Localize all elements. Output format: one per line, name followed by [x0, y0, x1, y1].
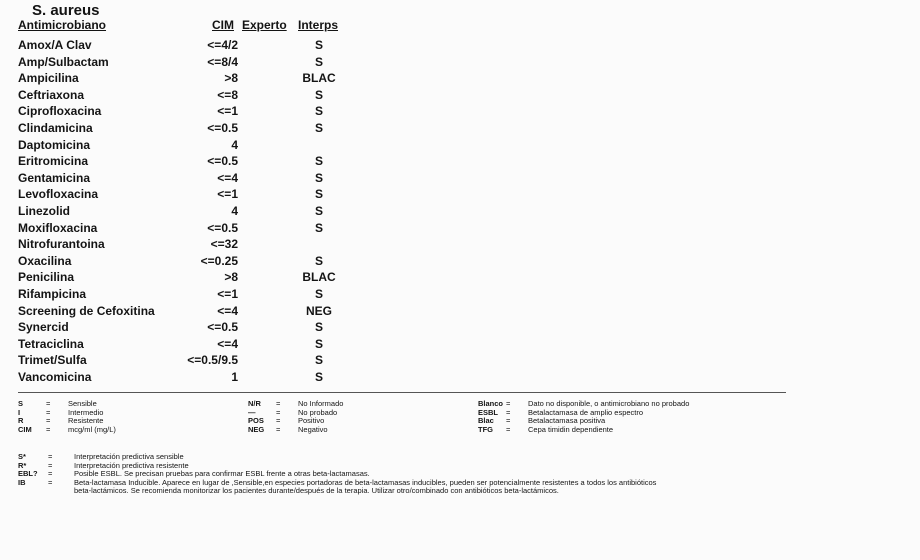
legend-desc: Betalactamasa de amplio espectro: [528, 407, 644, 417]
cim-value: <=0.5: [207, 154, 238, 169]
legend-desc: Interpretación predictiva resistente: [74, 460, 189, 470]
cim-value: <=4: [217, 170, 238, 185]
antimicrobial-name: Vancomicina: [18, 369, 92, 384]
table-row: [0, 319, 400, 336]
cim-value: <=8/4: [207, 54, 238, 69]
antimicrobial-name: Screening de Cefoxitina: [18, 303, 155, 318]
legend-desc: Intermedio: [68, 407, 104, 417]
cim-value: <=0.5: [207, 120, 238, 135]
antimicrobial-name: Eritromicina: [18, 154, 89, 169]
legend-desc: Betalactamasa positiva: [528, 416, 606, 426]
antimicrobial-name: Ciprofloxacina: [18, 104, 102, 119]
table-row: [0, 269, 400, 286]
table-row: [0, 352, 400, 369]
interp-value: S: [314, 286, 323, 301]
legend-abbr: TFG: [478, 424, 493, 434]
interp-value: S: [314, 203, 323, 218]
interp-value: S: [314, 38, 323, 52]
cim-value: <=1: [217, 104, 238, 119]
antimicrobial-name: Synercid: [18, 320, 69, 335]
legend-desc: Dato no disponible, o antimicrobiano no probado: [528, 399, 690, 408]
table-row: [0, 54, 400, 71]
legend-column-2: [248, 400, 343, 434]
table-row: [0, 37, 400, 54]
antimicrobial-name: Levofloxacina: [18, 187, 99, 202]
cim-value: <=4: [217, 336, 238, 351]
legend-separator: =: [276, 399, 281, 408]
cim-value: 4: [231, 203, 238, 218]
antimicrobial-name: Rifampicina: [18, 286, 87, 301]
cim-value: <=4/2: [207, 38, 238, 52]
table-row: [0, 170, 400, 187]
cim-value: <=0.5: [207, 320, 238, 335]
interp-value: S: [314, 320, 323, 335]
antimicrobial-name: Ceftriaxona: [18, 87, 85, 102]
legend-item: [18, 426, 116, 435]
legend-abbr: S*: [18, 452, 26, 461]
legend-column-1: [18, 400, 116, 434]
cim-value: <=0.5: [207, 220, 238, 235]
legend-abbr: NEG: [248, 424, 265, 434]
table-row: [0, 120, 400, 137]
legend-desc: No Informado: [298, 399, 344, 408]
legend-desc: Beta-lactamasa Inducible. Aparece en lugar de ,Sensible,en especies portadoras de beta-lactamasas inducibles, pueden ser potencialmente resistentes a todos los antibióticos: [74, 477, 657, 487]
legend-desc: No probado: [298, 407, 338, 417]
legend-desc: Sensible: [68, 399, 97, 408]
legend-separator: =: [46, 424, 51, 434]
table-row: [0, 220, 400, 237]
legend-separator: =: [46, 399, 51, 408]
cim-value: 4: [231, 137, 238, 152]
cim-value: <=8: [217, 87, 238, 102]
cim-value: <=0.5/9.5: [187, 353, 238, 368]
table-row: [0, 137, 400, 154]
interp-value: S: [314, 87, 323, 102]
legend-abbr: I: [18, 407, 21, 417]
header-expert: Experto: [242, 18, 287, 32]
legend-separator: =: [46, 416, 51, 426]
header-antimicrobial: Antimicrobiano: [18, 18, 107, 32]
legend-abbr: Blac: [478, 416, 494, 426]
legend-abbr: IB: [18, 477, 26, 487]
legend-column-3: [478, 400, 689, 434]
interp-value: BLAC: [302, 71, 336, 86]
table-row: [0, 70, 400, 87]
results-table: [0, 37, 400, 385]
cim-value: <=1: [217, 286, 238, 301]
antimicrobial-name: Moxifloxacina: [18, 220, 98, 235]
legend-desc: Posible ESBL. Se precisan pruebas para confirmar ESBL frente a otras beta-lactamasas.: [74, 469, 370, 479]
legend-desc: Positivo: [298, 416, 325, 426]
header-interp: Interps: [298, 18, 339, 32]
antimicrobial-name: Amp/Sulbactam: [18, 54, 109, 69]
antimicrobial-name: Nitrofurantoina: [18, 237, 105, 252]
divider: [18, 392, 786, 393]
legend-separator: =: [276, 424, 281, 434]
legend-desc: mcg/ml (mg/L): [68, 424, 116, 434]
interp-value: S: [314, 170, 323, 185]
table-row: [0, 236, 400, 253]
table-row: [0, 87, 400, 104]
antimicrobial-name: Gentamicina: [18, 170, 91, 185]
interp-value: S: [314, 54, 323, 69]
legend-separator: =: [48, 460, 53, 470]
cim-value: <=0.25: [200, 253, 238, 268]
interp-value: S: [314, 154, 323, 169]
legend-abbr: Blanco: [478, 399, 504, 408]
interp-value: BLAC: [302, 270, 336, 285]
antimicrobial-name: Clindamicina: [18, 120, 93, 135]
legend-notes: [18, 453, 656, 496]
legend-item: [248, 426, 343, 435]
legend-separator: =: [48, 469, 53, 479]
interp-value: S: [314, 369, 323, 384]
table-row: [0, 103, 400, 120]
legend-desc: Interpretación predictiva sensible: [74, 452, 184, 461]
antimicrobial-name: Ampicilina: [18, 71, 79, 86]
table-row: [0, 153, 400, 170]
legend-abbr: N/R: [248, 399, 261, 408]
header-cim: CIM: [212, 18, 234, 32]
cim-value: <=1: [217, 187, 238, 202]
legend-separator: =: [276, 416, 281, 426]
cim-value: 1: [231, 369, 238, 384]
legend-separator: =: [48, 477, 53, 487]
antimicrobial-name: Trimet/Sulfa: [18, 353, 87, 368]
legend-separator: =: [276, 407, 281, 417]
antimicrobial-name: Oxacilina: [18, 253, 72, 268]
table-row: [0, 253, 400, 270]
antimicrobial-name: Tetraciclina: [18, 336, 84, 351]
interp-value: S: [314, 253, 323, 268]
antimicrobial-name: Amox/A Clav: [18, 38, 92, 52]
legend-abbr: CIM: [18, 424, 32, 434]
table-row: [0, 369, 400, 386]
cim-value: >8: [224, 270, 238, 285]
cim-value: >8: [224, 71, 238, 86]
table-row: [0, 303, 400, 320]
table-row: [0, 203, 400, 220]
organism-title: S. aureus: [32, 2, 100, 19]
legend-separator: =: [48, 452, 53, 461]
legend-abbr: EBL?: [18, 469, 38, 479]
legend-desc: Negativo: [298, 424, 328, 434]
legend-abbr: POS: [248, 416, 264, 426]
legend-separator: =: [46, 407, 51, 417]
interp-value: S: [314, 104, 323, 119]
table-row: [0, 286, 400, 303]
legend-abbr: R*: [18, 460, 27, 470]
antimicrobial-name: Linezolid: [18, 203, 70, 218]
interp-value: S: [314, 336, 323, 351]
legend-abbr: R: [18, 416, 24, 426]
interp-value: NEG: [305, 303, 332, 318]
interp-value: S: [314, 220, 323, 235]
cim-value: <=32: [210, 237, 238, 252]
interp-value: S: [314, 353, 323, 368]
table-row: [0, 336, 400, 353]
legend-item: [478, 426, 689, 435]
legend-abbr: S: [18, 399, 24, 408]
interp-value: S: [314, 187, 323, 202]
legend-abbr: —: [248, 407, 256, 417]
cim-value: <=4: [217, 303, 238, 318]
interp-value: S: [314, 120, 323, 135]
legend-desc: Resistente: [68, 416, 104, 426]
legend-separator: =: [506, 407, 511, 417]
antimicrobial-name: Penicilina: [18, 270, 75, 285]
legend-separator: =: [506, 424, 511, 434]
antimicrobial-name: Daptomicina: [18, 137, 91, 152]
legend-separator: =: [506, 399, 511, 408]
table-row: [0, 186, 400, 203]
legend-separator: =: [506, 416, 511, 426]
legend-abbr: ESBL: [478, 407, 499, 417]
legend-desc: Cepa timidin dependiente: [528, 424, 614, 434]
legend-note-continuation: beta-lactámicos. Se recomienda monitorizar los pacientes durante/después de la terapia. Utilizar otro/combinado con antibióticos beta-lactámicos.: [74, 486, 559, 496]
